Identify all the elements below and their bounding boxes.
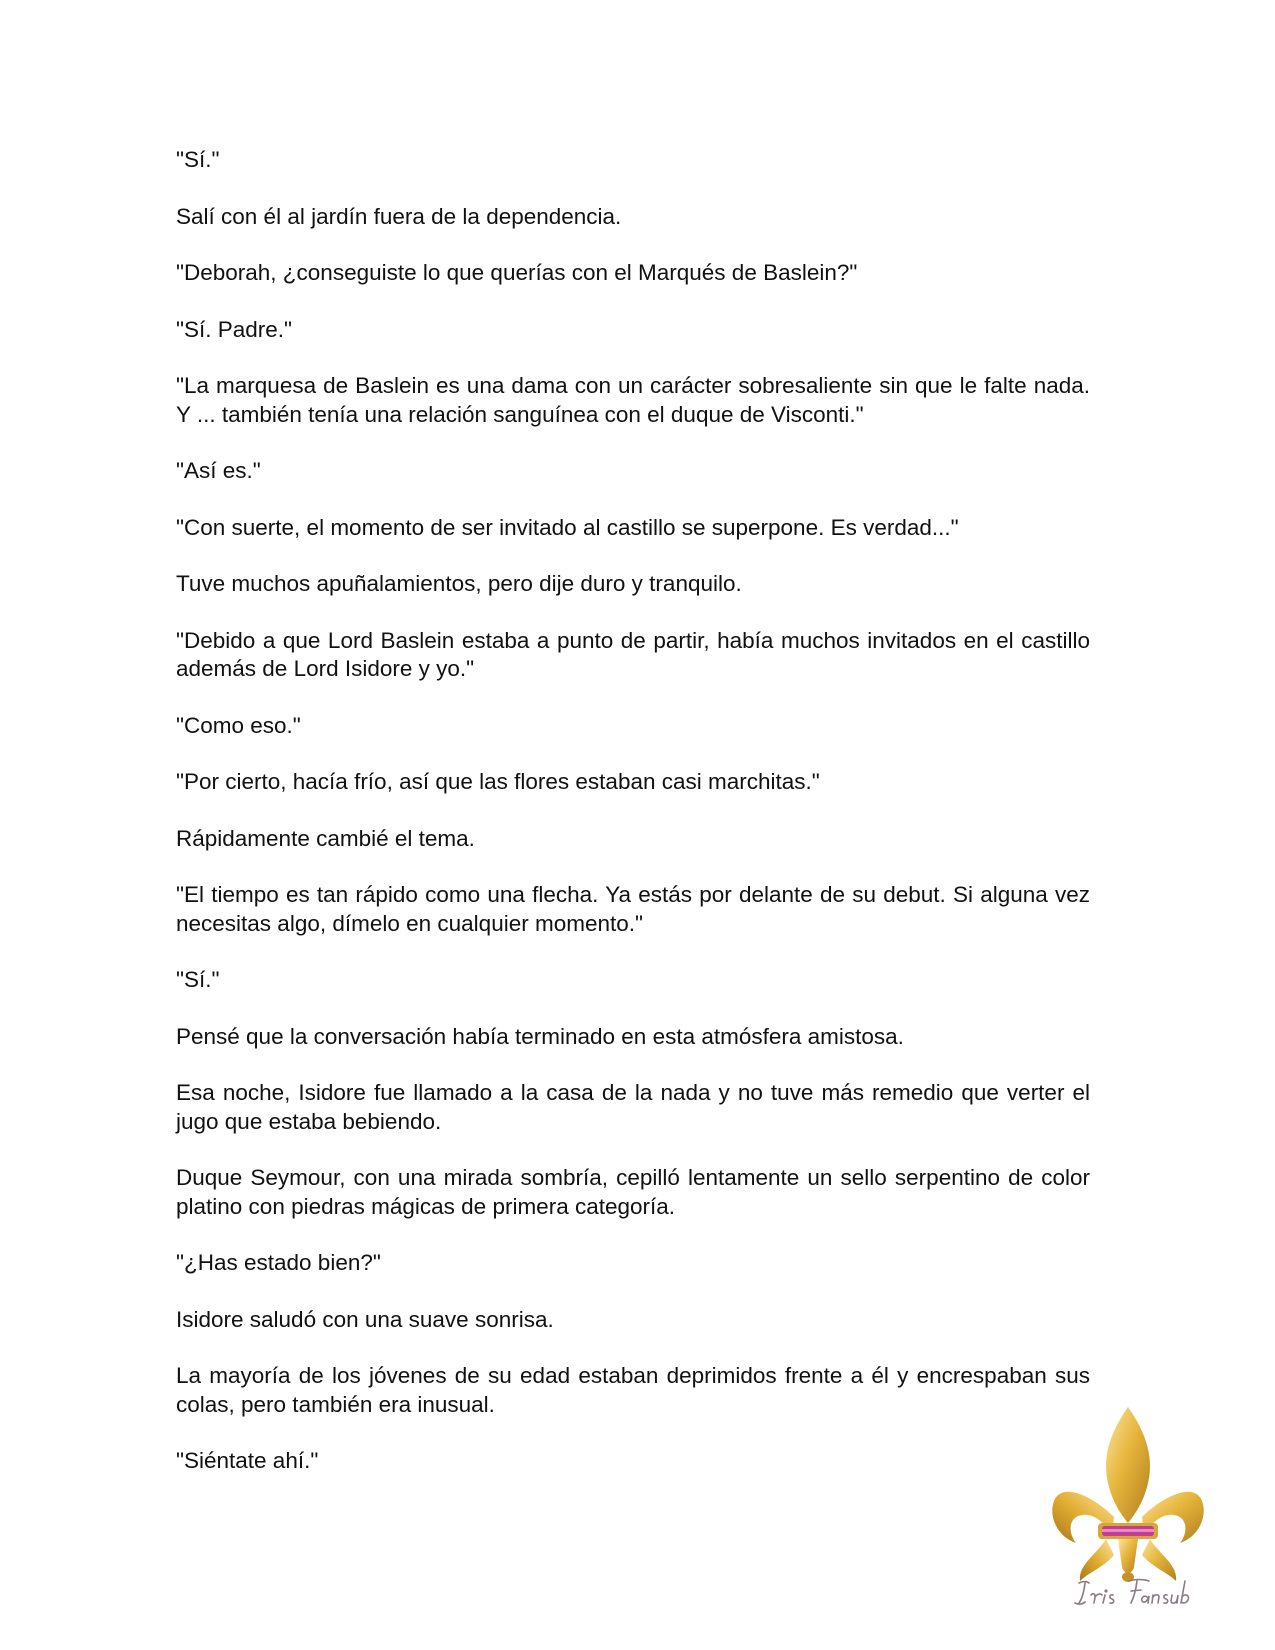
paragraph: Duque Seymour, con una mirada sombría, cepilló lentamente un sello serpentino de color platino con piedras mágicas de primera categoría. (176, 1165, 1090, 1219)
signature-icon (1073, 1575, 1193, 1609)
paragraph: "Siéntate ahí." (176, 1448, 319, 1473)
document-body (176, 146, 1090, 1504)
paragraph: La mayoría de los jóvenes de su edad estaban deprimidos frente a él y encrespaban sus colas, pero también era inusual. (176, 1363, 1090, 1417)
paragraph: "Sí." (176, 967, 220, 992)
paragraph: Esa noche, Isidore fue llamado a la casa de la nada y no tuve más remedio que verter el jugo que estaba bebiendo. (176, 1080, 1090, 1134)
paragraph: Salí con él al jardín fuera de la dependencia. (176, 203, 622, 229)
paragraph: "Por cierto, hacía frío, así que las flores estaban casi marchitas." (176, 769, 820, 794)
paragraph: "Deborah, ¿conseguiste lo que querías con el Marqués de Baslein?" (176, 260, 858, 285)
paragraph: "Sí." (176, 147, 220, 172)
paragraph: "Con suerte, el momento de ser invitado al castillo se superpone. Es verdad..." (176, 514, 959, 540)
paragraph: Isidore saludó con una suave sonrisa. (176, 1306, 554, 1332)
paragraph: "La marquesa de Baslein es una dama con un carácter sobresaliente sin que le falte nada. Y ... también tenía una relación sanguínea con el duque de Visconti." (176, 373, 1090, 427)
paragraph: Pensé que la conversación había terminado en esta atmósfera amistosa. (176, 1023, 904, 1049)
paragraph: "Debido a que Lord Baslein estaba a punto de partir, había muchos invitados en el castillo además de Lord Isidore y yo." (176, 627, 1090, 681)
paragraph: Rápidamente cambié el tema. (176, 825, 475, 851)
paragraph: "¿Has estado bien?" (176, 1250, 381, 1275)
paragraph: "Sí. Padre." (176, 316, 293, 342)
paragraph: "El tiempo es tan rápido como una flecha. Ya estás por delante de su debut. Si alguna vez necesitas algo, dímelo en cualquier momento." (176, 882, 1090, 936)
paragraph: "Como eso." (176, 712, 301, 738)
paragraph: Tuve muchos apuñalamientos, pero dije duro y tranquilo. (176, 571, 742, 596)
paragraph: "Así es." (176, 458, 261, 483)
